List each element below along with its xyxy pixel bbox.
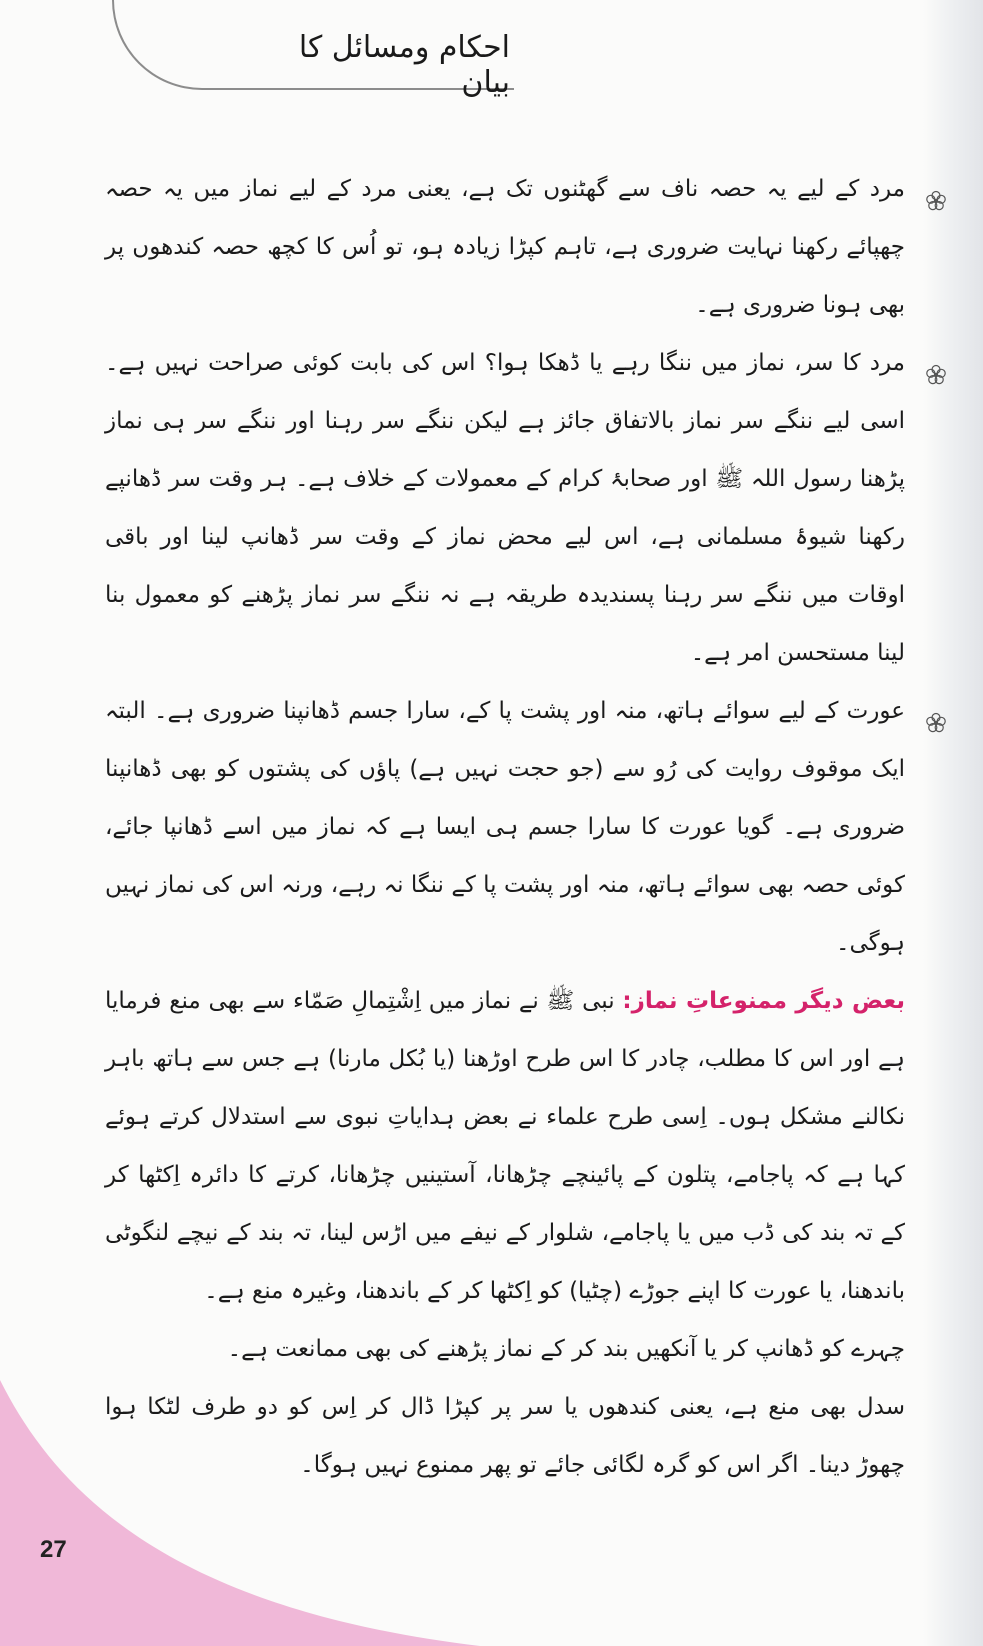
plain-paragraph-sadl <box>105 1378 905 1494</box>
flower-ornament-icon <box>925 350 947 372</box>
flower-ornament-icon <box>925 698 947 720</box>
section-heading: بعض دیگر ممنوعاتِ نماز: <box>622 988 905 1014</box>
paragraph-text: مرد کے لیے یہ حصہ ناف سے گھٹنوں تک ہے، یعنی مرد کے لیے نماز میں یہ حصہ چھپائے رکھنا نہایت ضروری ہے، تاہم کپڑا زیادہ ہو، تو اُس کا کچھ حصہ کندھوں پر بھی ہونا ضروری ہے۔ <box>105 176 905 318</box>
section-other-prohibitions <box>105 972 905 1320</box>
paragraph-text: عورت کے لیے سوائے ہاتھ، منہ اور پشت پا کے، سارا جسم ڈھانپنا ضروری ہے۔ البتہ ایک موقوف روایت کی رُو سے (جو حجت نہیں ہے) پاؤں کی پشتوں کو بھی ڈھانپنا ضروری ہے۔ گویا عورت کا سارا جسم ہی ایسا ہے کہ نماز میں اسے ڈھانپا جائے، کوئی حصہ بھی سوائے ہاتھ، منہ اور پشت پا کے ننگا نہ رہے، ورنہ اس کی نماز نہیں ہوگی۔ <box>105 698 905 956</box>
page-number: 27 <box>40 1536 67 1563</box>
page-body <box>105 160 905 1494</box>
bullet-paragraph-3 <box>105 682 905 972</box>
bullet-paragraph-2 <box>105 334 905 682</box>
page-edge-shadow <box>923 0 983 1646</box>
chapter-title: احکام ومسائل کا بیان <box>298 30 510 100</box>
plain-paragraph-face-covering <box>105 1320 905 1378</box>
paragraph-text: نبی ﷺ نے نماز میں اِشْتِمالِ صَمّاء سے بھی منع فرمایا ہے اور اس کا مطلب، چادر کا اس طرح اوڑھنا (یا بُکل مارنا) ہے جس سے ہاتھ باہر نکالنے مشکل ہوں۔ اِسی طرح علماء نے بعض ہدایاتِ نبوی سے استدلال کرتے ہوئے کہا ہے کہ پاجامے، پتلون کے پائینچے چڑھانا، آستینیں چڑھانا، کرتے کا دائرہ اِکٹھا کر کے تہ بند کی ڈب میں یا پاجامے، شلوار کے نیفے میں اڑس لینا، تہ بند کے نیچے لنگوٹی باندھنا، یا عورت کا اپنے جوڑے (چٹیا) کو اِکٹھا کر کے باندھنا، وغیرہ منع ہے۔ <box>105 988 905 1304</box>
flower-ornament-icon <box>925 176 947 198</box>
paragraph-text: سدل بھی منع ہے، یعنی کندھوں یا سر پر کپڑا ڈال کر اِس کو دو طرف لٹکا ہوا چھوڑ دینا۔ اگر اس کو گرہ لگائی جائے تو پھر ممنوع نہیں ہوگا۔ <box>105 1394 905 1478</box>
bullet-paragraph-1 <box>105 160 905 334</box>
paragraph-text: چہرے کو ڈھانپ کر یا آنکھیں بند کر کے نماز پڑھنے کی بھی ممانعت ہے۔ <box>227 1336 905 1362</box>
paragraph-text: مرد کا سر، نماز میں ننگا رہے یا ڈھکا ہوا؟ اس کی بابت کوئی صراحت نہیں ہے۔ اسی لیے ننگے سر نماز بالاتفاق جائز ہے لیکن ننگے سر رہنا اور ننگے سر ہی نماز پڑھنا رسول اللہ ﷺ اور صحابۂ کرام کے معمولات کے خلاف ہے۔ ہر وقت سر ڈھانپے رکھنا شیوۂ مسلمانی ہے، اس لیے محض نماز کے وقت سر ڈھانپ لینا اور باقی اوقات میں ننگے سر رہنا پسندیدہ طریقہ ہے نہ ننگے سر نماز پڑھنے کو معمول بنا لینا مستحسن امر ہے۔ <box>105 350 905 666</box>
